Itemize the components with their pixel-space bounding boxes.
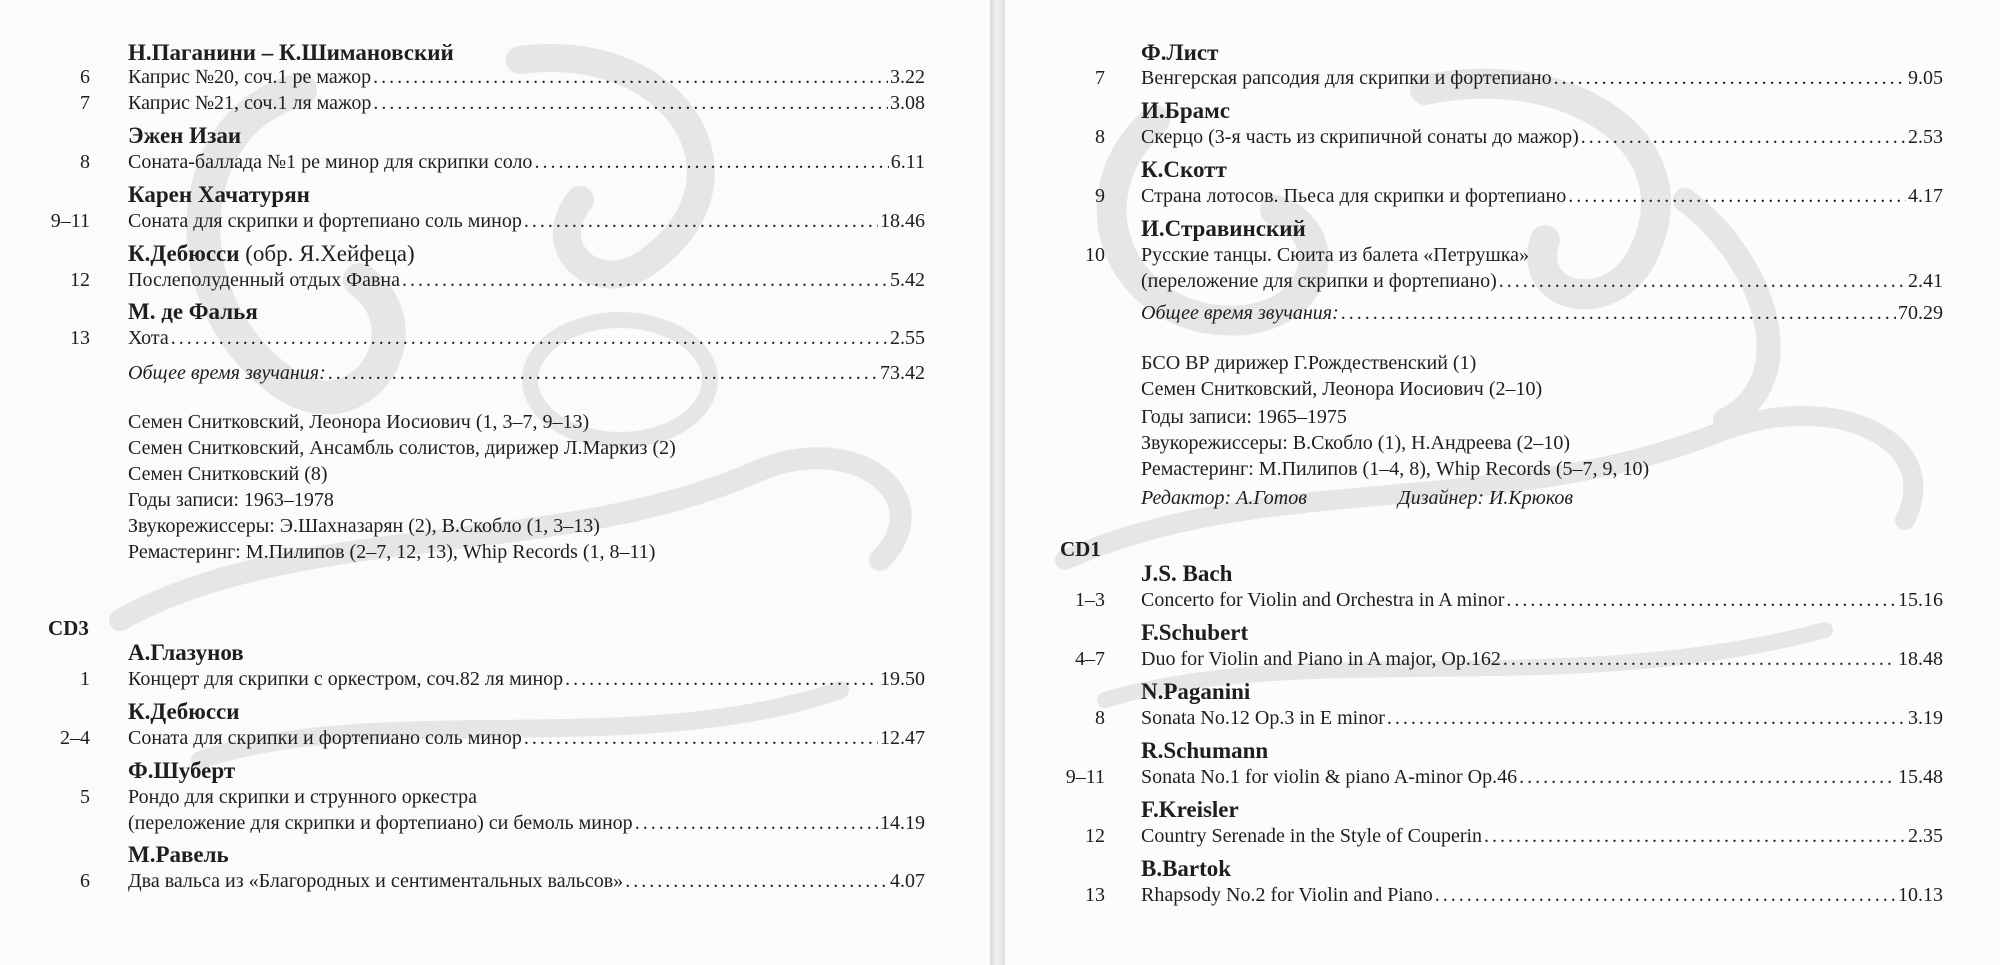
track-number: 8 — [1095, 707, 1105, 729]
credit-line: Ремастеринг: М.Пилипов (2–7, 12, 13), Whip Records (1, 8–11) — [128, 541, 656, 563]
track-time: 10.13 — [1898, 884, 1943, 906]
track-title: Соната для скрипки и фортепиано соль минор — [128, 210, 522, 232]
composer-heading: N.Paganini — [1141, 679, 1251, 704]
track-time: 3.22 — [890, 66, 925, 88]
track-number: 6 — [80, 870, 90, 892]
cd3-heading: CD3 — [48, 616, 89, 640]
track-number: 1 — [80, 668, 90, 690]
track-number: 2–4 — [60, 727, 90, 749]
composer-heading: И.Брамс — [1141, 98, 1231, 123]
track-number: 1–3 — [1075, 589, 1105, 611]
track-row — [128, 151, 925, 174]
composer-heading: И.Стравинский — [1141, 216, 1306, 241]
total-time-label: Общее время звучания: — [1141, 302, 1339, 324]
track-time: 15.48 — [1898, 766, 1943, 788]
track-title: Country Serenade in the Style of Couperin — [1141, 825, 1483, 847]
track-time: 4.17 — [1908, 185, 1943, 207]
track-title: Концерт для скрипки с оркестром, соч.82 ля минор — [128, 668, 564, 690]
track-row — [1141, 589, 1943, 612]
track-title-line1: Рондо для скрипки и струнного оркестра — [128, 786, 478, 808]
track-time: 2.55 — [890, 327, 925, 349]
track-number: 5 — [80, 786, 90, 808]
track-row — [128, 66, 925, 89]
composer-heading: Ф.Лист — [1141, 40, 1219, 65]
track-title: Послеполуденный отдых Фавна — [128, 269, 400, 291]
track-row — [128, 327, 925, 350]
total-time-row — [128, 362, 925, 385]
composer-heading: Эжен Изаи — [128, 123, 242, 148]
track-time: 2.35 — [1908, 825, 1943, 847]
credit-line: БСО ВР дирижер Г.Рождественский (1) — [1141, 352, 1477, 374]
track-row — [128, 727, 925, 750]
cd1-heading: CD1 — [1060, 537, 1101, 561]
credit-line: Звукорежиссеры: В.Скобло (1), Н.Андреева (2–10) — [1141, 432, 1571, 454]
track-number: 8 — [1095, 126, 1105, 148]
track-time: 19.50 — [880, 668, 925, 690]
track-number: 13 — [70, 327, 90, 349]
total-time-value: 73.42 — [880, 362, 925, 384]
credit-line: Годы записи: 1963–1978 — [128, 489, 334, 511]
composer-heading: А.Глазунов — [128, 640, 244, 665]
designer-credit: Дизайнер: И.Крюков — [1398, 487, 1574, 509]
composer-heading: J.S. Bach — [1141, 561, 1233, 586]
track-row — [1141, 185, 1943, 208]
track-row — [1141, 766, 1943, 789]
track-title: Sonata No.1 for violin & piano A-minor Op.46 — [1141, 766, 1518, 788]
booklet-fold — [990, 0, 1005, 965]
track-time: 3.08 — [890, 92, 925, 114]
track-number: 8 — [80, 151, 90, 173]
track-row — [128, 870, 925, 893]
track-row — [1141, 884, 1943, 907]
track-row — [128, 210, 925, 233]
total-time-value: 70.29 — [1898, 302, 1943, 324]
track-title: Каприс №21, соч.1 ля мажор — [128, 92, 372, 114]
track-row — [128, 668, 925, 691]
total-time-label: Общее время звучания: — [128, 362, 326, 384]
track-title: Rhapsody No.2 for Violin and Piano — [1141, 884, 1433, 906]
track-title: Соната-баллада №1 ре минор для скрипки соло — [128, 151, 533, 173]
composer-heading: М.Равель — [128, 842, 229, 867]
composer-name: К.Дебюсси — [128, 241, 240, 266]
credit-line: Семен Снитковский, Леонора Иосиович (1, 3–7, 9–13) — [128, 411, 590, 433]
track-time: 3.19 — [1908, 707, 1943, 729]
left-content — [0, 0, 990, 965]
composer-heading: B.Bartok — [1141, 856, 1232, 881]
track-number: 7 — [80, 92, 90, 114]
track-row — [1141, 825, 1943, 848]
track-title-line2: (переложение для скрипки и фортепиано) — [1141, 270, 1497, 292]
right-content — [1005, 0, 2000, 965]
track-row — [1141, 67, 1943, 90]
track-row — [1141, 648, 1943, 671]
track-time: 9.05 — [1908, 67, 1943, 89]
track-title: Венгерская рапсодия для скрипки и фортепиано — [1141, 67, 1552, 89]
track-time: 4.07 — [890, 870, 925, 892]
credit-line: Ремастеринг: М.Пилипов (1–4, 8), Whip Records (5–7, 9, 10) — [1141, 458, 1650, 480]
composer-heading: F.Kreisler — [1141, 797, 1239, 822]
track-row — [1141, 270, 1943, 293]
track-time: 18.48 — [1898, 648, 1943, 670]
track-number: 9–11 — [50, 210, 90, 232]
track-row — [128, 269, 925, 292]
track-row — [128, 92, 925, 115]
composer-heading: Карен Хачатурян — [128, 182, 310, 207]
track-title-line1: Русские танцы. Сюита из балета «Петрушка» — [1141, 244, 1530, 266]
track-time: 2.41 — [1908, 270, 1943, 292]
composer-heading: Ф.Шуберт — [128, 758, 236, 783]
track-number: 12 — [70, 269, 90, 291]
track-row — [128, 812, 925, 835]
total-time-row — [1141, 302, 1943, 325]
composer-heading: М. де Фалья — [128, 299, 258, 324]
track-time: 15.16 — [1898, 589, 1943, 611]
track-title-line2: (переложение для скрипки и фортепиано) си бемоль минор — [128, 812, 633, 834]
track-number: 9–11 — [1065, 766, 1105, 788]
credit-line: Семен Снитковский, Ансамбль солистов, дирижер Л.Маркиз (2) — [128, 437, 676, 459]
composer-heading: F.Schubert — [1141, 620, 1249, 645]
track-title: Каприс №20, соч.1 ре мажор — [128, 66, 372, 88]
track-row — [1141, 126, 1943, 149]
credit-line: Семен Снитковский (8) — [128, 463, 328, 485]
track-title: Страна лотосов. Пьеса для скрипки и фортепиано — [1141, 185, 1567, 207]
track-time: 18.46 — [880, 210, 925, 232]
track-title: Два вальса из «Благородных и сентиментальных вальсов» — [128, 870, 624, 892]
credit-line: Семен Снитковский, Леонора Иосиович (2–10) — [1141, 378, 1543, 400]
composer-heading: R.Schumann — [1141, 738, 1269, 763]
track-number: 6 — [80, 66, 90, 88]
track-time: 12.47 — [880, 727, 925, 749]
track-title: Sonata No.12 Op.3 in E minor — [1141, 707, 1385, 729]
track-number: 10 — [1085, 244, 1105, 266]
track-number: 13 — [1085, 884, 1105, 906]
track-title: Соната для скрипки и фортепиано соль минор — [128, 727, 522, 749]
composer-heading: Н.Паганини – К.Шимановский — [128, 40, 454, 65]
track-title: Хота — [128, 327, 169, 349]
composer-heading-with-arranger — [128, 241, 415, 267]
editor-credit: Редактор: А.Готов — [1141, 487, 1307, 509]
credit-line: Годы записи: 1965–1975 — [1141, 406, 1347, 428]
composer-heading: К.Дебюсси — [128, 699, 240, 724]
track-title: Скерцо (3-я часть из скрипичной сонаты до мажор) — [1141, 126, 1579, 148]
track-number: 4–7 — [1075, 648, 1105, 670]
arranger-note: (обр. Я.Хейфеца) — [239, 241, 415, 266]
credit-line: Звукорежиссеры: Э.Шахназарян (2), В.Скобло (1, 3–13) — [128, 515, 600, 537]
track-time: 6.11 — [890, 151, 925, 173]
track-time: 14.19 — [880, 812, 925, 834]
track-number: 12 — [1085, 825, 1105, 847]
track-title: Duo for Violin and Piano in A major, Op.162 — [1141, 648, 1501, 670]
track-time: 2.53 — [1908, 126, 1943, 148]
track-time: 5.42 — [890, 269, 925, 291]
track-number: 7 — [1095, 67, 1105, 89]
left-page — [0, 0, 990, 965]
track-number: 9 — [1095, 185, 1105, 207]
track-row — [1141, 707, 1943, 730]
composer-heading: К.Скотт — [1141, 157, 1227, 182]
track-title: Concerto for Violin and Orchestra in A minor — [1141, 589, 1505, 611]
right-page — [1005, 0, 2000, 965]
